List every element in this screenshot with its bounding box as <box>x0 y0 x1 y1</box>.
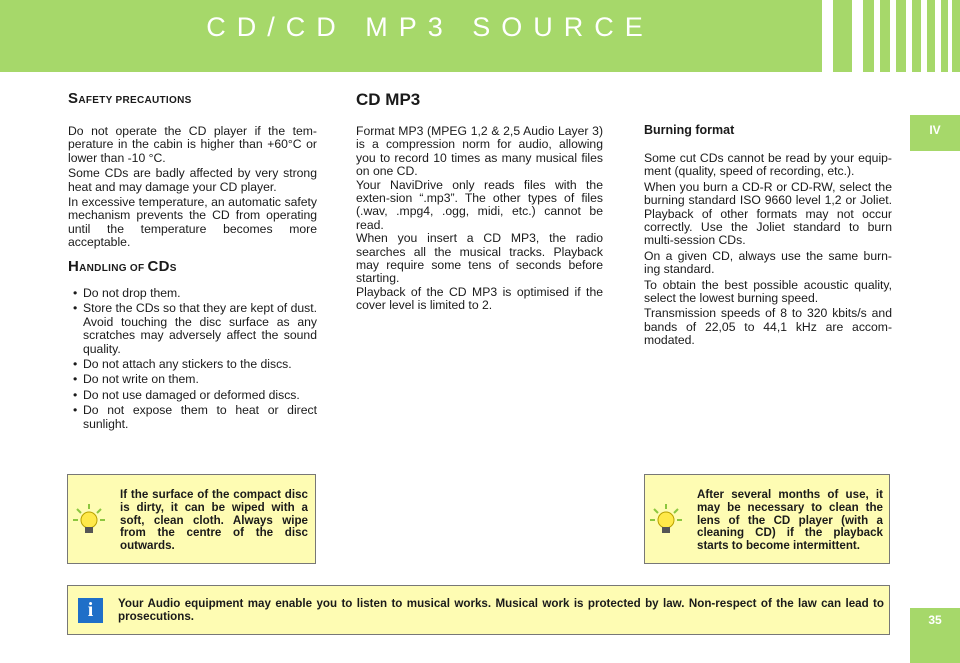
list-item: • Do not expose them to heat or direct sunlight. <box>73 403 317 431</box>
handling-heading-mid: ANDLING OF <box>79 263 148 274</box>
handling-heading <box>68 258 177 275</box>
safety-paragraph: In excessive temperature, an automatic safety mechanism prevents the CD from operating until the temperature becomes more acceptable. <box>68 195 317 250</box>
page-number: 35 <box>910 608 960 663</box>
mp3-paragraph: Format MP3 (MPEG 1,2 & 2,5 Audio Layer 3) is a compression norm for audio, allowing you to record 10 times as many musical files on one CD. <box>356 124 603 179</box>
header-stripe <box>852 0 863 72</box>
safety-heading <box>68 90 192 107</box>
handling-heading-cds: CD <box>147 258 170 275</box>
list-item: • Store the CDs so that they are kept of dust. Avoid touching the disc surface as any scratches may adversely affect the sound quality. <box>73 301 317 356</box>
mp3-text <box>356 125 603 313</box>
mp3-paragraph: Your NaviDrive only reads files with the exten-sion “.mp3”. The other types of files (.wav, .mpg4, .ogg, midi, etc.) cannot be read. <box>356 177 603 232</box>
safety-paragraph: Do not operate the CD player if the tem-perature in the cabin is higher than +60°C or lower than -10 °C. <box>68 124 317 165</box>
list-item: • Do not use damaged or deformed discs. <box>73 387 300 402</box>
handling-heading-initial: H <box>68 258 80 275</box>
burning-paragraph: Some cut CDs cannot be read by your equip-ment (quality, speed of recording, etc.). <box>644 151 892 179</box>
burning-text <box>644 152 892 350</box>
header-band <box>0 0 960 72</box>
handling-heading-s: S <box>169 263 177 274</box>
list-item: • Do not drop them. <box>73 286 181 300</box>
burning-paragraph: When you burn a CD-R or CD-RW, select the burning standard ISO 9660 level 1,2 or Joliet. Playback of other formats may not occur correctly. Use the Joliet standard to burn multi-session CDs. <box>644 179 892 248</box>
tip-text-left: If the surface of the compact disc is dirty, it can be wiped with a soft, clean cloth. Always wipe from the centre of the disc outwards. <box>120 488 308 553</box>
list-item: • Do not attach any stickers to the discs. <box>73 357 292 372</box>
safety-paragraph: Some CDs are badly affected by very strong heat and may damage your CD player. <box>68 166 317 194</box>
mp3-paragraph: When you insert a CD MP3, the radio searches all the musical tracks. Playback may require some tens of seconds before starting. <box>356 231 603 286</box>
safety-heading-rest: AFETY PRECAUTIONS <box>78 95 192 106</box>
header-stripe <box>948 0 952 72</box>
burning-paragraph: To obtain the best possible acoustic quality, select the lowest burning speed. <box>644 277 892 306</box>
safety-text <box>68 125 317 252</box>
handling-list <box>68 287 317 433</box>
header-stripe <box>935 0 941 72</box>
header-stripe <box>822 0 833 72</box>
page-title: CD/CD MP3 SOURCE <box>206 12 654 42</box>
list-item: • Do not write on them. <box>73 372 199 387</box>
chapter-tab: IV <box>910 115 960 151</box>
header-stripe <box>890 0 896 72</box>
tip-text-right: After several months of use, it may be necessary to clean the lens of the CD player (with a cleaning CD) if the playback starts to become intermittent. <box>697 488 883 553</box>
lightbulb-icon <box>649 503 683 537</box>
info-icon: i <box>78 598 103 623</box>
burning-paragraph: Transmission speeds of 8 to 320 kbits/s and bands of 22,05 to 44,1 kHz are accom-modated. <box>644 306 892 348</box>
mp3-paragraph: Playback of the CD MP3 is optimised if the cover level is limited to 2. <box>356 284 603 313</box>
burning-heading: Burning format <box>644 123 735 137</box>
lightbulb-icon <box>72 503 106 537</box>
burning-paragraph: On a given CD, always use the same burn-ing standard. <box>644 248 892 277</box>
mp3-heading: CD MP3 <box>356 90 421 109</box>
header-stripe <box>874 0 880 72</box>
header-stripe <box>921 0 927 72</box>
info-text: Your Audio equipment may enable you to listen to musical works. Musical work is protected by law. Non-respect of the law can lead to prosecutions. <box>118 597 884 623</box>
header-stripe <box>906 0 912 72</box>
safety-heading-initial: S <box>68 90 79 107</box>
